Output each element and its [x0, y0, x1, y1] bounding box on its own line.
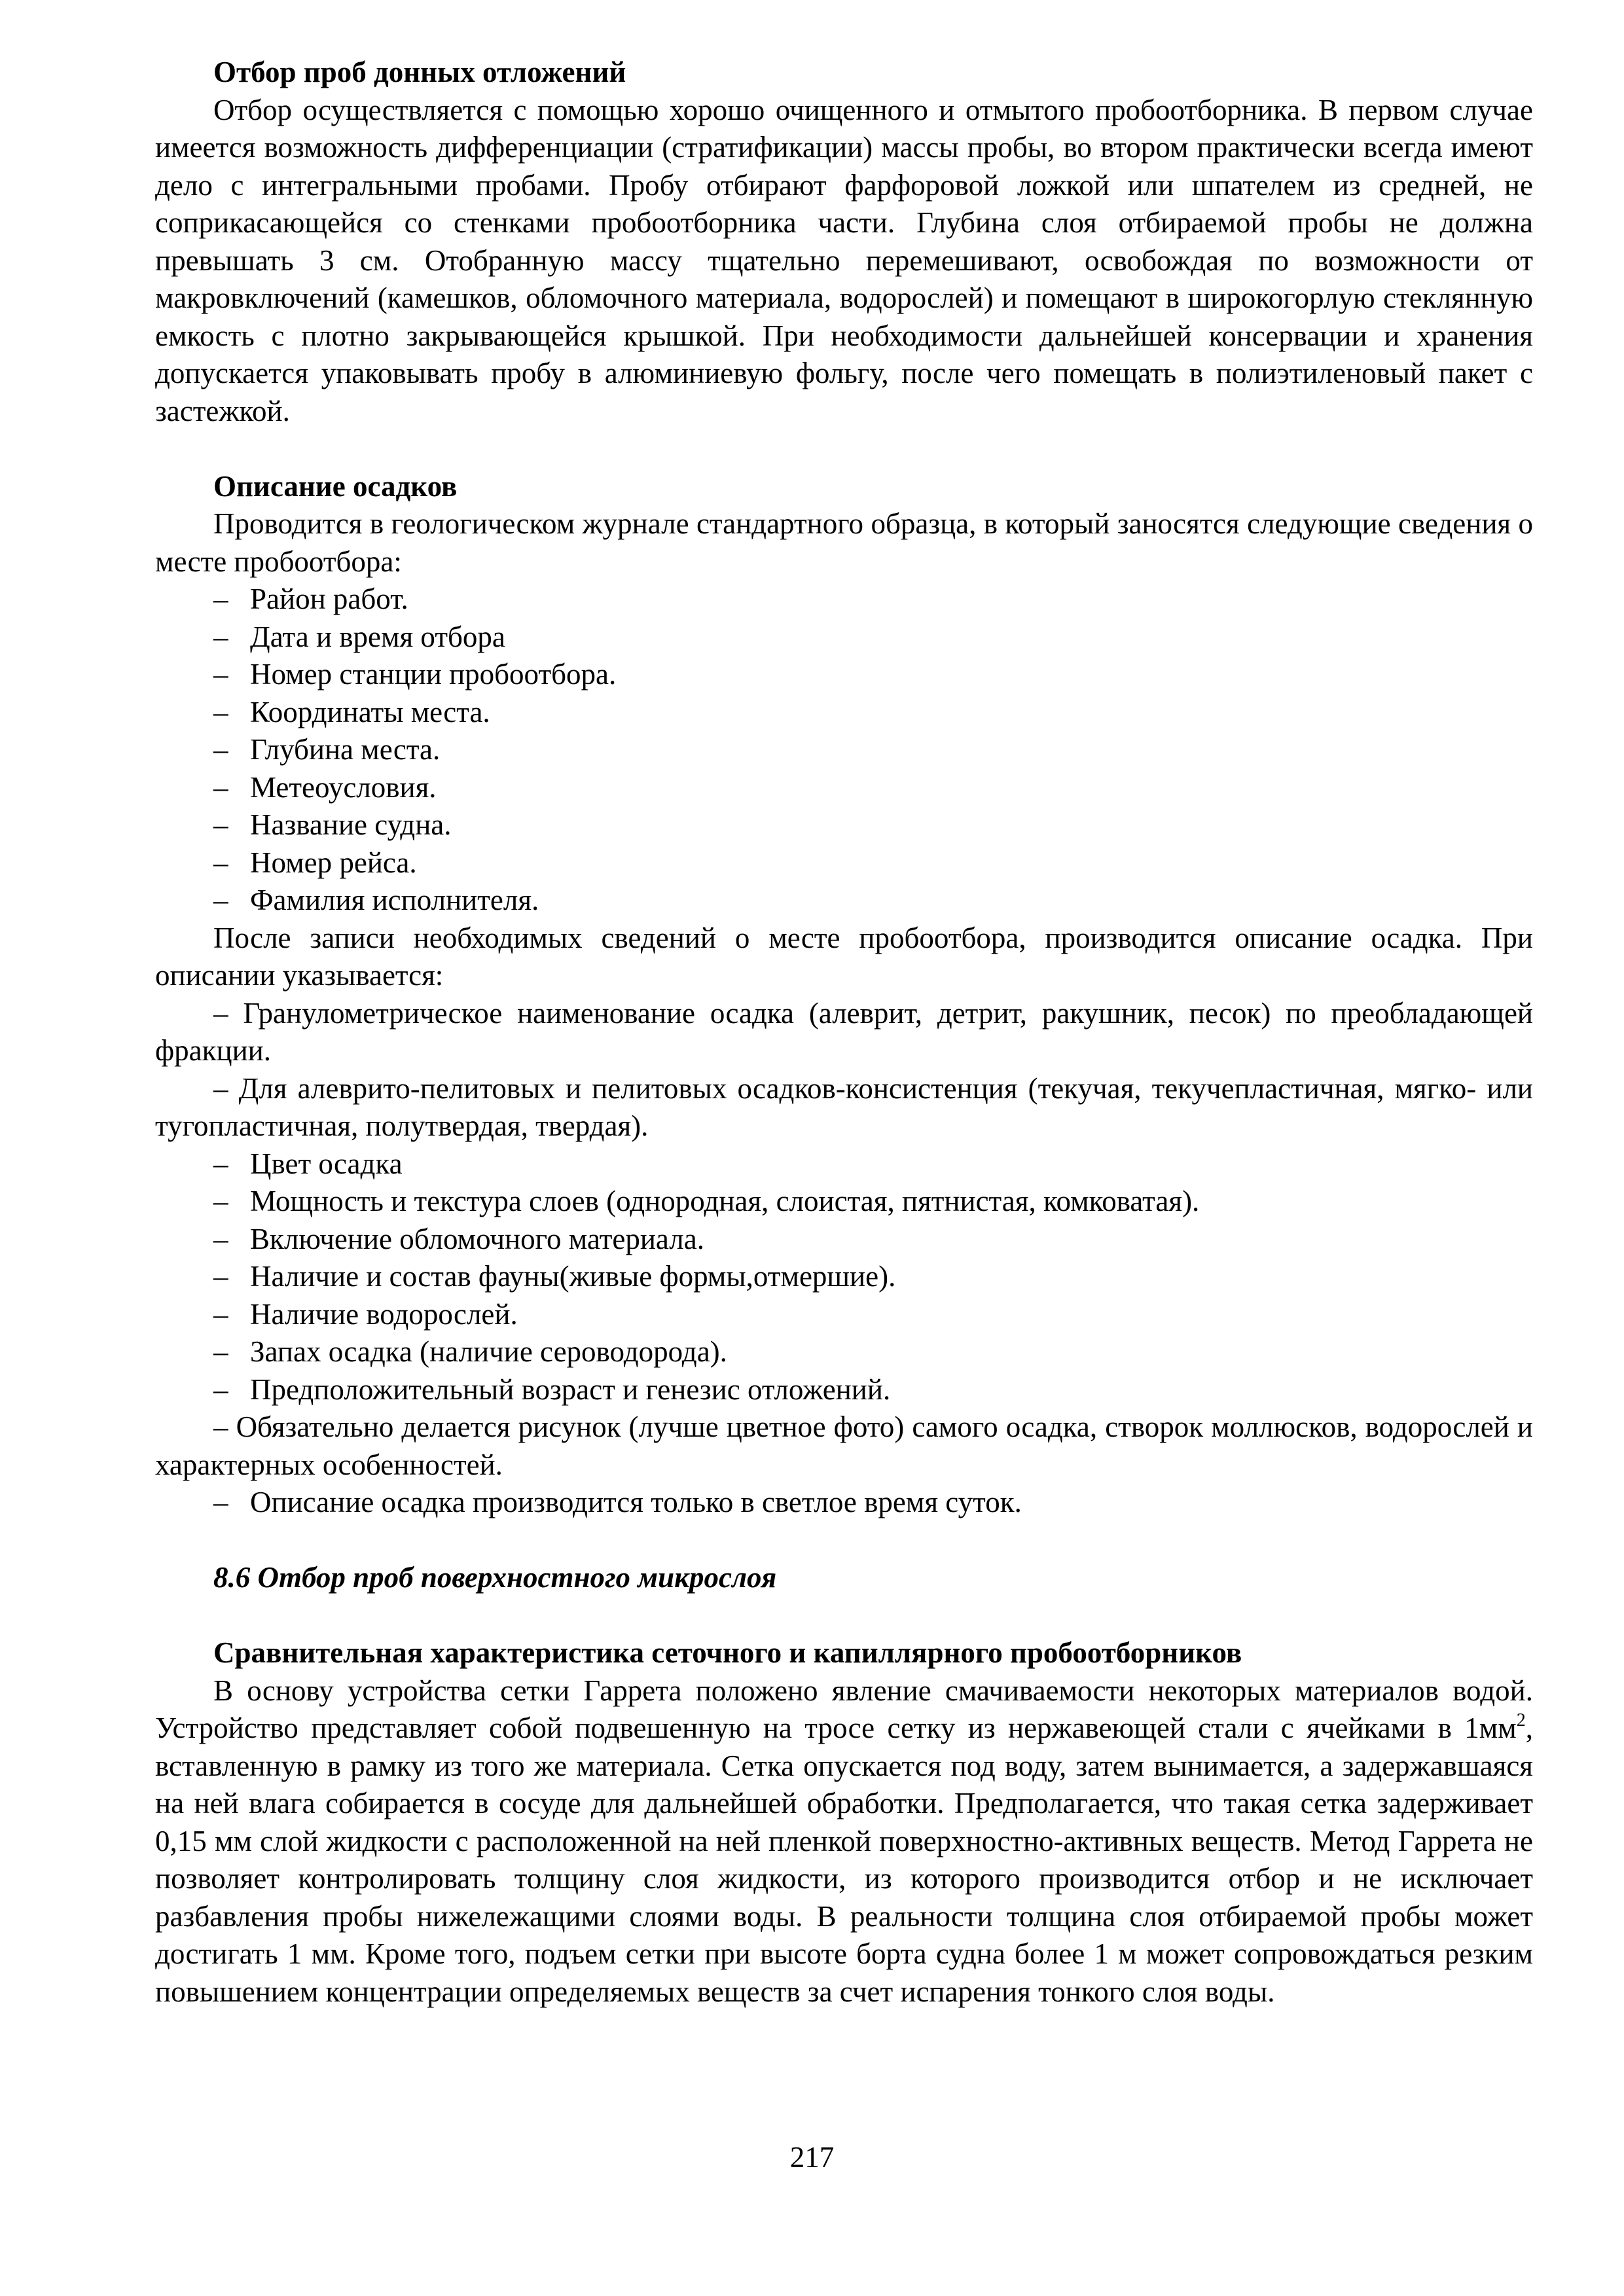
list-item: – Для алеврито-пелитовых и пелитовых осадков-консистенция (текучая, текучепластичная, мягко- или тугопластичная, полутвердая, твердая). [155, 1071, 1534, 1142]
spacer [155, 430, 1533, 468]
list-station-info [155, 581, 1533, 920]
list-item: – Метеоусловия. [155, 769, 1533, 807]
dash-bullet: – [213, 1071, 228, 1105]
list-item: – Описание осадка производится только в светлое время суток. [155, 1484, 1533, 1522]
dash-bullet: – [213, 1372, 228, 1406]
document-page [155, 54, 1533, 2011]
list-item: – Обязательно делается рисунок (лучше цветное фото) самого осадка, створок моллюсков, водорослей и характерных особенностей. [155, 1410, 1533, 1481]
list-sediment-description [155, 995, 1533, 1522]
paragraph-garrett-screen: В основу устройства сетки Гаррета положено явление смачиваемости некоторых материалов водой. Устройство представляет собой подвешенную на тросе сетку из нержавеющей стали с ячейками в $1мм^2$, вставленную в рамку из того же материала. Сетка опускается под воду, затем вынимается, а задержавшаяся на ней влага собирается в сосуде для дальнейшей обработки. Предполагается, что такая сетка задерживает 0,15 мм слой жидкости с расположенной на ней пленкой поверхностно-активных веществ. Метод Гаррета не позволяет контролировать толщину слоя жидкости, из которого производится отбор и не исключает разбавления пробы нижележащими слоями воды. В реальности толщина слоя отбираемой пробы может достигать 1 мм. Кроме того, подъем сетки при высоте борта судна более 1 м может сопровождаться резким повышением концентрации определяемых веществ за счет испарения тонкого слоя воды. [155, 1674, 1533, 2008]
list-item: – Запах осадка (наличие сероводорода). [155, 1333, 1533, 1371]
dash-bullet: – [213, 770, 228, 804]
list-item: – Координаты места. [155, 694, 1533, 732]
section-heading-microlayer: 8.6 Отбор проб поверхностного микрослоя [213, 1561, 777, 1594]
dash-bullet: – [213, 1222, 228, 1255]
dash-bullet: – [213, 658, 228, 691]
list-item: – Цвет осадка [155, 1145, 1533, 1183]
dash-bullet: – [213, 583, 228, 615]
list-item: – Наличие водорослей. [155, 1296, 1533, 1334]
section-heading-sampling: Отбор проб донных отложений [213, 56, 626, 88]
dash-bullet: – [213, 1185, 228, 1217]
dash-bullet: – [213, 1260, 228, 1293]
list-item: – Номер станции пробоотбора. [155, 656, 1533, 694]
dash-bullet: – [213, 1410, 228, 1443]
paragraph-sampling: Отбор осуществляется с помощью хорошо очищенного и отмытого пробоотборника. В первом случае имеется возможность дифференциации (стратификации) массы пробы, во втором практически всегда имеют дело с интегральными пробами. Пробу отбирают фарфоровой ложкой или шпателем из средней, не соприкасающейся со стенками пробоотборника части. Глубина слоя отбираемой пробы не должна превышать 3 см. Отобранную массу тщательно перемешивают, освобождая по возможности от макровключений (камешков, обломочного материала, водорослей) и помещают в широкогорлую стеклянную емкость с плотно закрывающейся крышкой. При необходимости дальнейшей консервации и хранения допускается упаковывать пробу в алюминиевую фольгу, после чего помещать в полиэтиленовый пакет с застежкой. [155, 93, 1533, 427]
dash-bullet: – [213, 1486, 228, 1518]
page-number: 217 [789, 2141, 835, 2174]
section-heading-sediment-description: Описание осадков [213, 469, 458, 503]
list-item: – Мощность и текстура слоев (однородная, слоистая, пятнистая, комковатая). [155, 1183, 1533, 1221]
list-item: – Название судна. [155, 806, 1533, 844]
dash-bullet: – [213, 1335, 228, 1368]
superscript: 2 [1516, 1710, 1526, 1731]
list-item: – Глубина места. [155, 731, 1533, 769]
dash-bullet: – [213, 846, 228, 879]
paragraph-after-list: После записи необходимых сведений о месте пробоотбора, производится описание осадка. При описании указывается: [155, 921, 1533, 992]
list-item: – Наличие и состав фауны(живые формы,отмершие). [155, 1258, 1533, 1296]
dash-bullet: – [213, 1147, 228, 1180]
dash-bullet: – [213, 1297, 228, 1331]
dash-bullet: – [213, 695, 228, 728]
dash-bullet: – [213, 620, 228, 653]
list-item: – Включение обломочного материала. [155, 1221, 1533, 1259]
spacer [155, 1522, 1533, 1560]
paragraph-journal-intro: Проводится в геологическом журнале стандартного образца, в который заносятся следующие сведения о месте пробоотбора: [155, 507, 1533, 578]
spacer [155, 1597, 1533, 1635]
list-item: – Гранулометрическое наименование осадка (алеврит, детрит, ракушник, песок) по преобладающей фракции. [155, 996, 1533, 1067]
list-item: – Дата и время отбора [155, 619, 1533, 656]
list-item: – Район работ. [155, 581, 1533, 619]
section-heading-comparison: Сравнительная характеристика сеточного и капиллярного пробоотборников [213, 1636, 1242, 1669]
list-item: – Номер рейса. [155, 844, 1533, 882]
dash-bullet: – [213, 996, 228, 1030]
dash-bullet: – [213, 808, 228, 841]
dash-bullet: – [213, 884, 228, 916]
dash-bullet: – [213, 733, 228, 766]
list-item: – Фамилия исполнителя. [155, 882, 1533, 920]
list-item: – Предположительный возраст и генезис отложений. [155, 1371, 1533, 1409]
